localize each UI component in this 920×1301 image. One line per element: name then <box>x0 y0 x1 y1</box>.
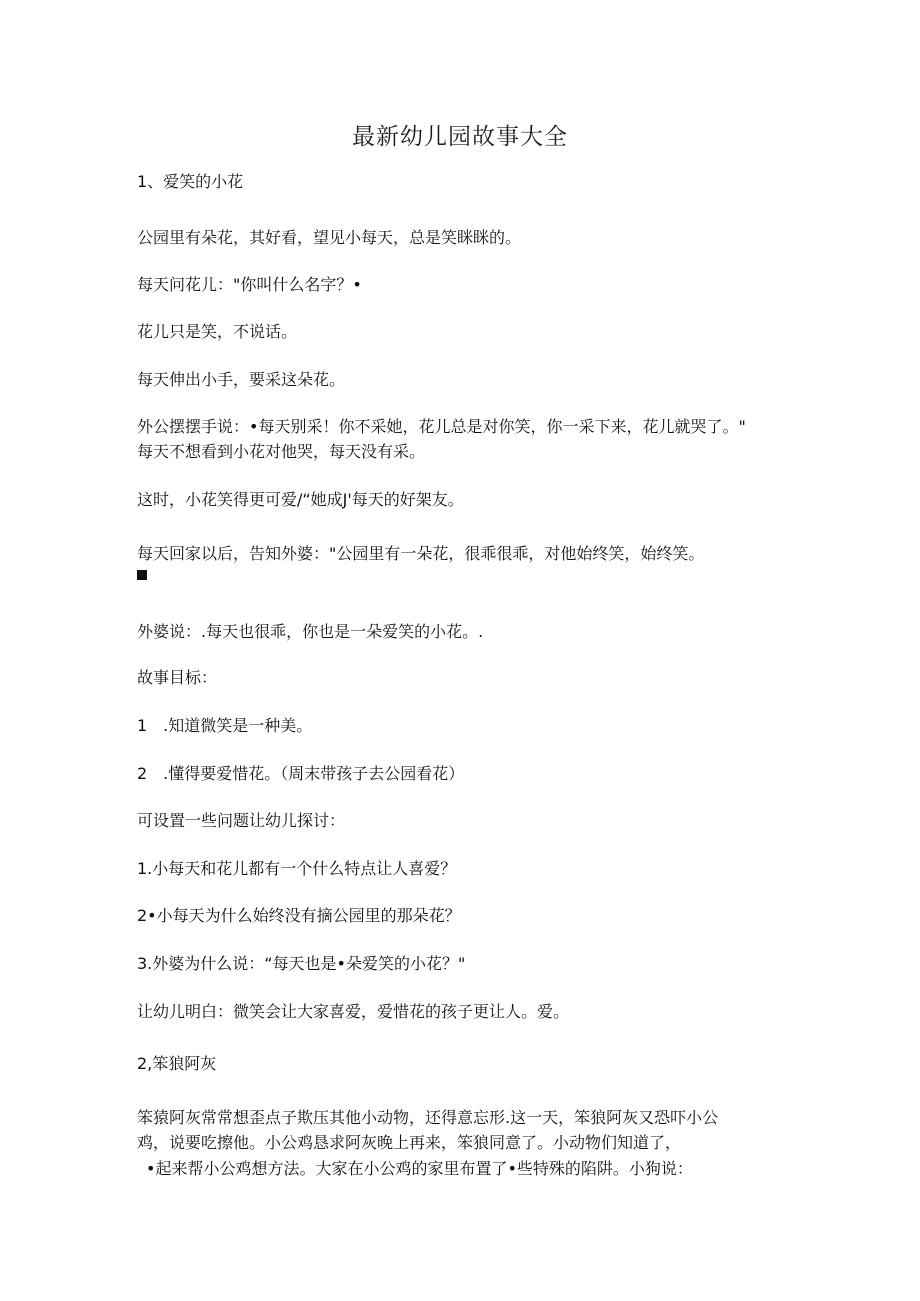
bullet-square <box>137 570 147 580</box>
paragraph: 每天不想看到小花对他哭，每天没有采。 <box>137 442 426 461</box>
section-heading: 1、爱笑的小花 <box>137 172 244 191</box>
page-title: 最新幼儿园故事大全 <box>352 124 568 150</box>
list-item: 1.小每天和花儿都有一个什么特点让人喜爱？ <box>137 859 457 878</box>
paragraph: 外婆说：.每天也很乖，你也是一朵爱笑的小花。. <box>137 622 484 641</box>
paragraph: 花儿只是笑，不说话。 <box>137 322 298 341</box>
paragraph: 这时，小花笑得更可爱/“她成J'每天的好架友。 <box>137 490 464 509</box>
list-item: 2 .懂得要爱惜花。（周末带孩子去公园看花） <box>137 764 465 783</box>
paragraph: 公园里有朵花，其好看，望见小每天，总是笑眯眯的。 <box>137 228 522 247</box>
paragraph: 外公摆摆手说：•每天别采！你不采她，花儿总是对你笑，你一采下来，花儿就哭了。" <box>137 417 746 436</box>
paragraph: 让幼儿明白：微笑会让大家喜爱，爱惜花的孩子更让人。爱。 <box>137 1002 570 1021</box>
paragraph: 鸡，说要吃擦他。小公鸡恳求阿灰晚上再来，笨狼同意了。小动物们知道了， <box>137 1133 682 1152</box>
section-heading: 2,笨狼阿灰 <box>137 1054 217 1073</box>
paragraph: 每天伸出小手，要采这朵花。 <box>137 370 346 389</box>
paragraph: 可设置一些问题让幼儿探讨： <box>137 811 346 830</box>
list-item: 3.外婆为什么说：“每天也是•朵爱笑的小花？" <box>137 954 466 973</box>
list-item: 1 .知道微笑是一种美。 <box>137 716 313 735</box>
paragraph: •起来帮小公鸡想方法。大家在小公鸡的家里布置了•些特殊的陷阱。小狗说： <box>146 1159 693 1178</box>
paragraph: 每天问花儿："你叫什么名字？• <box>137 275 362 294</box>
paragraph: 每天回家以后，告知外婆："公园里有一朵花，很乖很乖，对他始终笑，始终笑。 <box>137 544 705 563</box>
paragraph: 笨猿阿灰常常想歪点子欺压其他小动物，还得意忘形.这一天，笨狼阿灰又恐吓小公 <box>137 1108 719 1127</box>
list-item: 2•小每天为什么始终没有摘公园里的那朵花？ <box>137 906 461 925</box>
section-heading: 故事目标： <box>137 668 218 687</box>
